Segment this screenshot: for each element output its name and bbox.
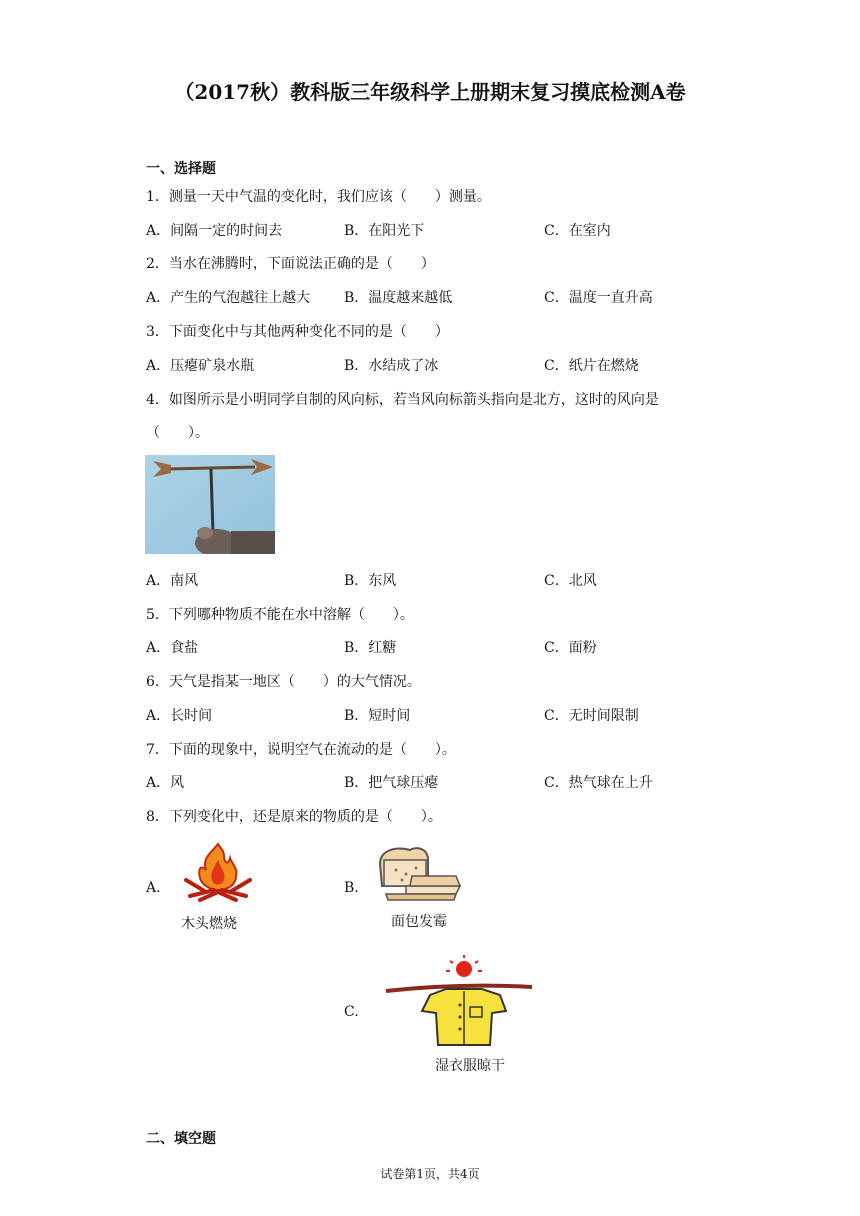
q1-option-b[interactable]: B．在阳光下 [344,223,425,239]
q8-option-c[interactable]: C. [344,1004,359,1020]
question-2: 2．当水在沸腾时，下面说法正确的是（ ） [146,256,435,272]
page-title: （2017秋）教科版三年级科学上册期末复习摸底检测A卷 [174,80,686,104]
q6-option-b[interactable]: B．短时间 [344,708,411,724]
q4-option-a[interactable]: A．南风 [146,573,199,589]
question-4: 4．如图所示是小明同学自制的风向标，若当风向标箭头指向是北方，这时的风向是 [146,392,659,408]
q2-option-b[interactable]: B．温度越来越低 [344,290,453,306]
section-heading-choice: 一、选择题 [146,161,216,177]
q8-option-b[interactable]: B. [344,880,359,896]
question-4-line2: （ ）。 [146,425,209,441]
drying-shirt-icon [384,955,534,1047]
question-1: 1．测量一天中气温的变化时，我们应该（ ）测量。 [146,189,491,205]
q2-option-c[interactable]: C．温度一直升高 [544,290,653,306]
q3-option-c[interactable]: C．纸片在燃烧 [544,358,639,374]
q6-option-a[interactable]: A．长时间 [146,708,213,724]
page-footer: 试卷第1页，共4页 [380,1167,480,1181]
question-7: 7．下面的现象中，说明空气在流动的是（ ）。 [146,742,456,758]
question-3: 3．下面变化中与其他两种变化不同的是（ ） [146,324,449,340]
q1-option-c[interactable]: C．在室内 [544,223,611,239]
question-6: 6．天气是指某一地区（ ）的大气情况。 [146,674,421,690]
question-5: 5．下列哪种物质不能在水中溶解（ ）。 [146,607,414,623]
question-8: 8．下列变化中，还是原来的物质的是（ ）。 [146,809,442,825]
q7-option-a[interactable]: A．风 [146,775,185,791]
q4-option-b[interactable]: B．东风 [344,573,397,589]
q3-option-b[interactable]: B．水结成了冰 [344,358,439,374]
caption-wood-burning: 木头燃烧 [181,916,237,932]
bread-icon [376,842,464,902]
q6-option-c[interactable]: C．无时间限制 [544,708,639,724]
q8-option-a[interactable]: A. [146,880,161,896]
section-heading-fill: 二、填空题 [146,1131,216,1147]
q2-option-a[interactable]: A．产生的气泡越往上越大 [146,290,311,306]
q7-option-c[interactable]: C．热气球在上升 [544,775,653,791]
wind-vane-image [145,455,275,554]
caption-bread-mold: 面包发霉 [391,914,447,930]
q4-option-c[interactable]: C．北风 [544,573,597,589]
q5-option-c[interactable]: C．面粉 [544,640,597,656]
campfire-icon [180,840,256,902]
q7-option-b[interactable]: B．把气球压瘪 [344,775,439,791]
q5-option-a[interactable]: A．食盐 [146,640,199,656]
q5-option-b[interactable]: B．红糖 [344,640,397,656]
caption-clothes-drying: 湿衣服晾干 [435,1058,505,1074]
q3-option-a[interactable]: A．压瘪矿泉水瓶 [146,358,255,374]
q1-option-a[interactable]: A．间隔一定的时间去 [146,223,283,239]
